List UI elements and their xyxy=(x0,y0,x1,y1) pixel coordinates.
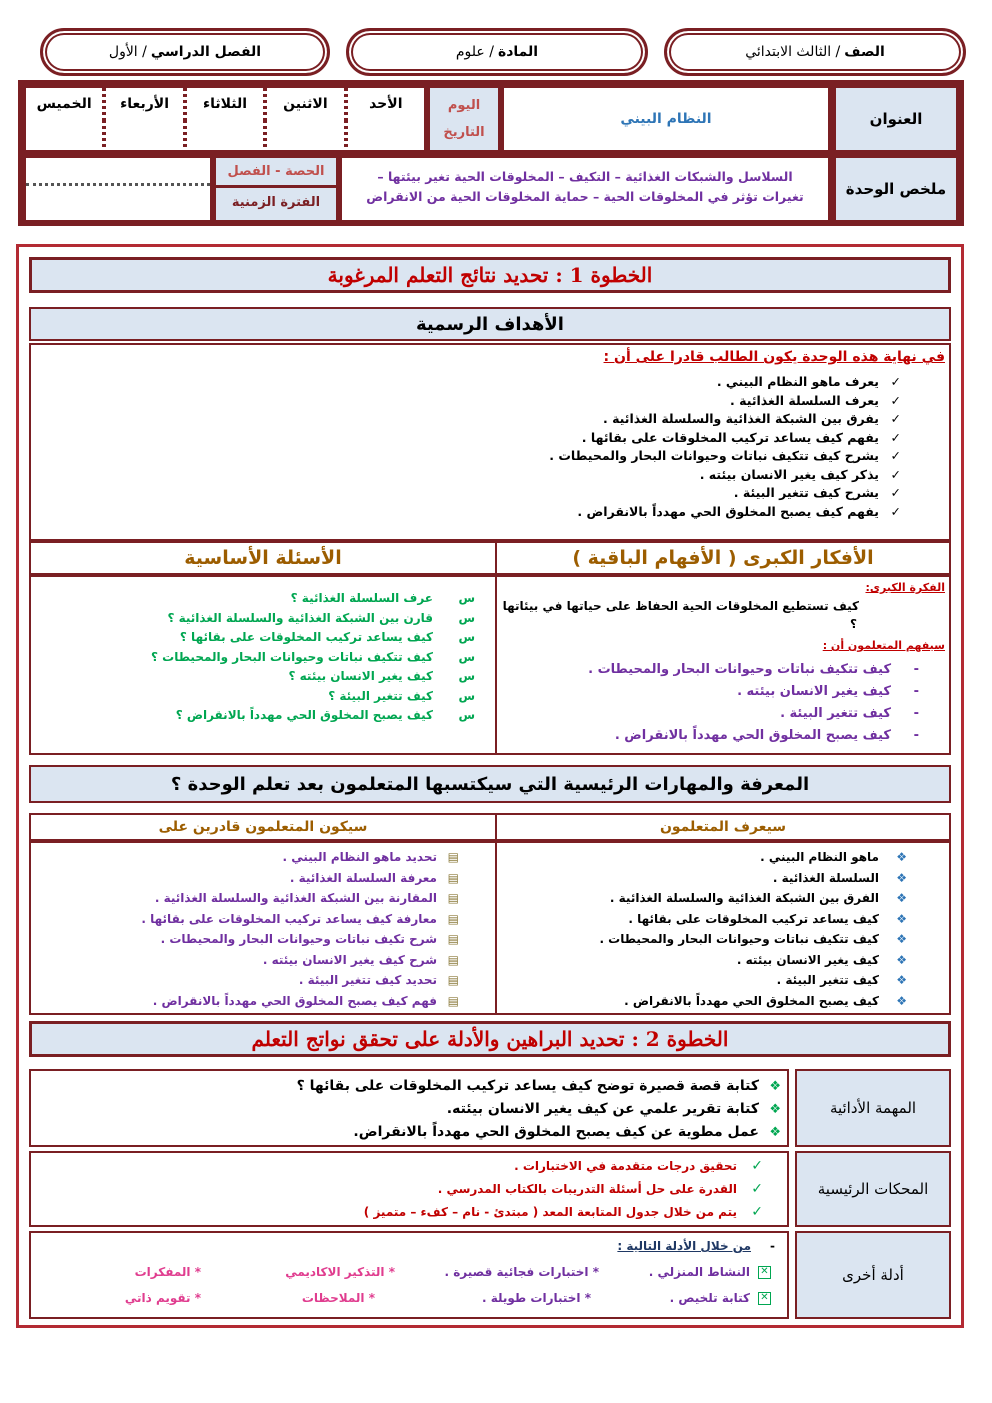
summary-line-1: السلاسل والشبكات الغذائية – التكيف – المخلوقات الحية تغير بيئتها – xyxy=(377,169,793,184)
objectives-list xyxy=(31,373,949,521)
able-item: ▤ معارفة كيف يساعد تركيب المخلوقات على بقائها . xyxy=(31,909,495,930)
objective-item: ✓ يشرح كيف تتكيف نباتات وحيوانات البحار والمحيطات . xyxy=(31,447,949,466)
day-thursday: الخميس xyxy=(36,96,92,112)
term-label: الفصل الدراسي xyxy=(150,44,262,60)
objective-item: ✓ يذكر كيف يغير الانسان بيئته . xyxy=(31,466,949,485)
understand-label: سيفهم المتعلمون أن : xyxy=(822,639,945,652)
other-intro: من خلال الأدلة التالية : xyxy=(617,1239,751,1253)
task-box xyxy=(29,1069,789,1147)
term-pill: الفصل الدراسي / الأول xyxy=(40,28,330,76)
day-sunday: الأحد xyxy=(369,96,403,112)
title-label: العنوان xyxy=(836,88,956,150)
know-item: ❖ السلسلة الغذائية . xyxy=(497,868,949,889)
criteria-box xyxy=(29,1151,789,1227)
time-label: الفترة الزمنية xyxy=(231,195,321,210)
question-item: س قارن بين الشبكة الغذائية والسلسلة الغذائية ؟ xyxy=(31,609,495,629)
big-idea-qmark: ؟ xyxy=(850,617,857,631)
able-title: سيكون المتعلمون قادرين على xyxy=(29,813,497,841)
criteria-item: ✓ تحقيق درجات متقدمة في الاختبارات . xyxy=(31,1155,787,1178)
know-title: سيعرف المتعلمون xyxy=(495,813,951,841)
question-item: س كيف تتغير البيئة ؟ xyxy=(31,687,495,707)
understandings-list xyxy=(497,659,949,747)
question-item: س كيف يغير الانسان بيئته ؟ xyxy=(31,667,495,687)
able-item: ▤ المقارنة بين الشبكة الغذائية والسلسلة الغذائية . xyxy=(31,888,495,909)
able-list xyxy=(31,847,495,1011)
objective-item: ✓ يفرق بين الشبكة الغذائية والسلسلة الغذائية . xyxy=(31,410,949,429)
summary-label: ملخص الوحدة xyxy=(836,158,956,220)
evidence-notebooks: * المفكرات xyxy=(134,1265,201,1279)
know-item: ❖ الفرق بين الشبكة الغذائية والسلسلة الغذائية . xyxy=(497,888,949,909)
essential-questions-box xyxy=(29,575,497,755)
question-item: س كيف يصبح المخلوق الحي مهدداً بالانقراض ؟ xyxy=(31,706,495,726)
days-row xyxy=(26,88,424,120)
days-entry-row xyxy=(26,120,424,150)
header-table xyxy=(18,80,964,226)
checkbox-icon: ✕ xyxy=(758,1292,771,1305)
know-item: ❖ كيف تتغير البيئة . xyxy=(497,970,949,991)
know-list xyxy=(497,847,949,1011)
understanding-item: - كيف يصبح المخلوق الحي مهدداً بالانقراض . xyxy=(497,725,949,747)
evidence-notes: * الملاحظات xyxy=(301,1291,375,1305)
big-ideas-title: الأفكار الكبرى ( الأفهام الباقية ) xyxy=(495,541,951,575)
grade-pill: الصف / الثالث الابتدائي xyxy=(664,28,966,76)
date-label: التاريخ xyxy=(443,125,485,140)
unit-summary xyxy=(342,158,828,220)
task-list xyxy=(31,1075,787,1144)
subject-value: علوم xyxy=(455,44,485,60)
step1-title: الخطوة 1 : تحديد نتائج التعلم المرغوبة xyxy=(29,257,951,293)
days-grid xyxy=(26,88,424,150)
know-item: ❖ ماهو النظام البيني . xyxy=(497,847,949,868)
checkbox-icon: ✕ xyxy=(758,1266,771,1279)
grade-value: الثالث الابتدائي xyxy=(745,44,832,60)
evidence-self-eval: * تقويم ذاتي xyxy=(124,1291,201,1305)
lesson-title: النظام البيني xyxy=(504,88,828,150)
objectives-title: الأهداف الرسمية xyxy=(29,307,951,341)
know-item: ❖ كيف يصبح المخلوق الحي مهدداً بالانقراض . xyxy=(497,991,949,1012)
evidence-long-tests: * اختبارات طويلة . xyxy=(481,1291,591,1305)
period-cell xyxy=(216,158,336,220)
criteria-item: ✓ القدرة على حل أسئلة التدريبات بالكتاب المدرسي . xyxy=(31,1178,787,1201)
know-item: ❖ كيف يغير الانسان بيئته . xyxy=(497,950,949,971)
evidence-home-activity: ✕النشاط المنزلي . xyxy=(649,1265,771,1279)
objective-item: ✓ يفهم كيف يصبح المخلوق الحي مهدداً بالانقراض . xyxy=(31,503,949,522)
big-ideas-box xyxy=(495,575,951,755)
other-evidence-box xyxy=(29,1231,789,1319)
period-label: الحصة - الفصل xyxy=(216,158,336,188)
term-value: الأول xyxy=(108,44,138,60)
understanding-item: - كيف تتكيف نباتات وحيوانات البحار والمحيطات . xyxy=(497,659,949,681)
big-idea-label: الفكرة الكبرى: xyxy=(865,581,945,594)
able-item: ▤ شرح تكيف نباتات وحيوانات البحار والمحيطات . xyxy=(31,929,495,950)
criteria-list xyxy=(31,1155,787,1224)
able-box xyxy=(29,841,497,1015)
summary-line-2: تغيرات تؤثر في المخلوقات الحية – حماية المخلوقات الحية من الانقراض xyxy=(366,189,804,204)
know-item: ❖ كيف يساعد تركيب المخلوقات على بقائها . xyxy=(497,909,949,930)
other-dash: - xyxy=(770,1239,775,1253)
task-item: ❖ كتابة تقرير علمي عن كيف يغير الانسان بيئته. xyxy=(31,1098,787,1121)
question-item: س كيف يساعد تركيب المخلوقات على بقائها ؟ xyxy=(31,628,495,648)
objective-item: ✓ يعرف ماهو النظام البيني . xyxy=(31,373,949,392)
able-item: ▤ شرح كيف يغير الانسان بيئته . xyxy=(31,950,495,971)
period-value xyxy=(26,158,210,220)
day-tuesday: الثلاثاء xyxy=(202,96,248,112)
day-label: اليوم xyxy=(447,98,481,113)
task-label: المهمة الأدائية xyxy=(795,1069,951,1147)
big-idea-text: كيف تستطيع المخلوقات الحية الحفاظ على حياتها في بيئاتها xyxy=(502,599,859,613)
day-wednesday: الأربعاء xyxy=(120,96,169,112)
essential-questions-title: الأسئلة الأساسية xyxy=(29,541,497,575)
subject-pill: المادة / علوم xyxy=(346,28,648,76)
questions-list xyxy=(31,589,495,726)
able-item: ▤ فهم كيف يصبح المخلوق الحي مهدداً بالانقراض . xyxy=(31,991,495,1012)
question-item: س عرف السلسلة الغذائية ؟ xyxy=(31,589,495,609)
know-box xyxy=(495,841,951,1015)
task-item: ❖ كتابة قصة قصيرة توضح كيف يساعد تركيب المخلوقات على بقائها ؟ xyxy=(31,1075,787,1098)
objectives-box xyxy=(29,343,951,541)
task-item: ❖ عمل مطوية عن كيف يصبح المخلوق الحي مهدداً بالانقراض. xyxy=(31,1121,787,1144)
objective-item: ✓ يعرف السلسلة الغذائية . xyxy=(31,392,949,411)
objectives-intro: في نهاية هذه الوحدة يكون الطالب قادرا على أن : xyxy=(603,349,945,365)
evidence-academic-recall: * التذكير الاكاديمي xyxy=(285,1265,395,1279)
criteria-label: المحكات الرئيسية xyxy=(795,1151,951,1227)
able-item: ▤ تحديد ماهو النظام البيني . xyxy=(31,847,495,868)
able-item: ▤ معرفة السلسلة الغذائية . xyxy=(31,868,495,889)
question-item: س كيف تتكيف نباتات وحيوانات البحار والمحيطات ؟ xyxy=(31,648,495,668)
main-frame xyxy=(16,244,964,1328)
know-item: ❖ كيف تتكيف نباتات وحيوانات البحار والمحيطات . xyxy=(497,929,949,950)
objective-item: ✓ يفهم كيف يساعد تركيب المخلوقات على بقائها . xyxy=(31,429,949,448)
evidence-summary-writing: ✕كتابة تلخيص . xyxy=(670,1291,771,1305)
criteria-item: ✓ يتم من خلال جدول المتابعة المعد ( مبتدئ - نام – كفء – متميز ) xyxy=(31,1201,787,1224)
other-evidence-label: أدلة أخرى xyxy=(795,1231,951,1319)
step2-title: الخطوة 2 : تحديد البراهين والأدلة على تحقق نواتج التعلم xyxy=(29,1021,951,1057)
objective-item: ✓ يشرح كيف تتغير البيئة . xyxy=(31,484,949,503)
subject-label: المادة xyxy=(497,44,539,60)
understanding-item: - كيف تتغير البيئة . xyxy=(497,703,949,725)
evidence-quick-tests: * اختبارات فجائية قصيرة . xyxy=(444,1265,599,1279)
header-pills xyxy=(24,28,966,76)
grade-label: الصف xyxy=(844,44,885,60)
knowledge-title: المعرفة والمهارات الرئيسية التي سيكتسبها المتعلمون بعد تعلم الوحدة ؟ xyxy=(29,765,951,803)
able-item: ▤ تحديد كيف تتغير البيئة . xyxy=(31,970,495,991)
day-monday: الاثنين xyxy=(283,96,328,112)
understanding-item: - كيف يغير الانسان بيئته . xyxy=(497,681,949,703)
day-date-cell xyxy=(430,88,498,150)
